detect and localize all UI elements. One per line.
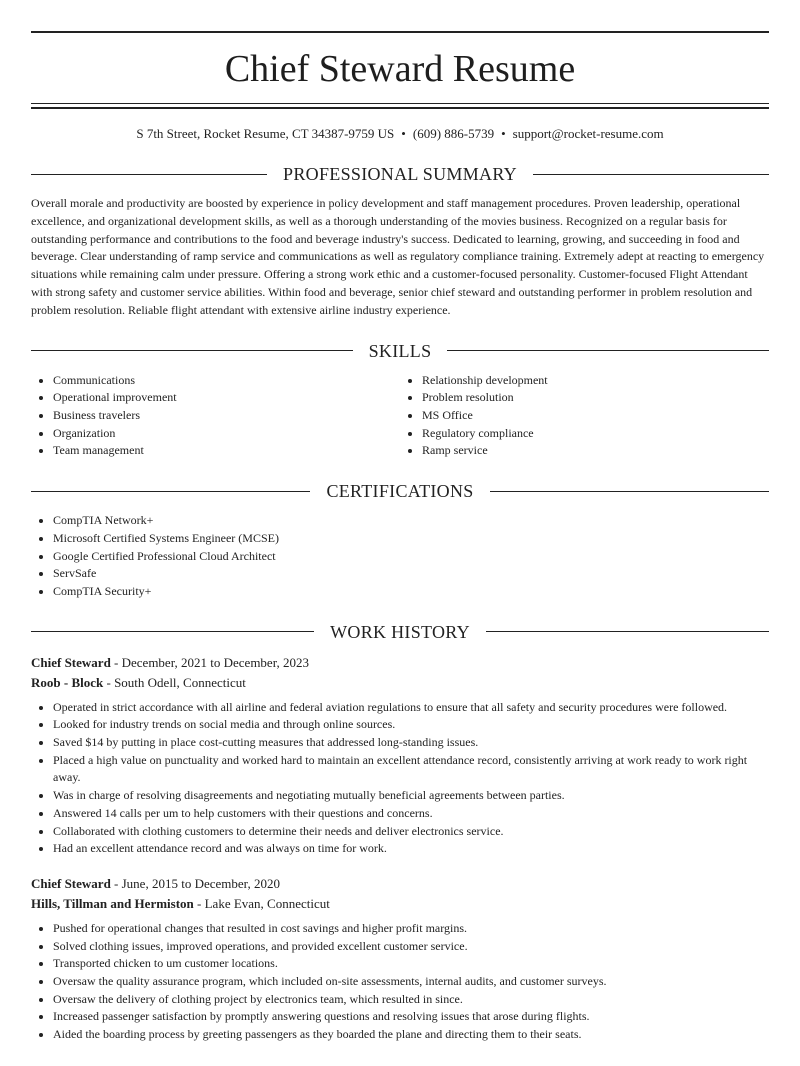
job-company: Roob - Block bbox=[31, 674, 104, 690]
job-bullet: • Operated in strict accordance with all airline and federal aviation regulations to ensure that all safety and security procedures were followed. bbox=[53, 699, 769, 717]
job-bullet: • Oversaw the delivery of clothing project by electronics team, which resulted in since. bbox=[53, 991, 769, 1009]
skills-heading: SKILLS bbox=[368, 340, 432, 361]
summary-heading: PROFESSIONAL SUMMARY bbox=[283, 164, 517, 184]
job-location: - South Odell, Connecticut bbox=[103, 674, 246, 690]
heading-rule-left bbox=[31, 491, 310, 492]
job-company: Hills, Tillman and Hermiston bbox=[31, 895, 194, 911]
job-entry bbox=[31, 653, 769, 858]
job-location: - Lake Evan, Connecticut bbox=[193, 895, 330, 911]
skill-item: • Regulatory compliance bbox=[422, 425, 769, 443]
job-bullet: • Solved clothing issues, improved operations, and provided excellent customer service. bbox=[53, 938, 769, 956]
job-title-line bbox=[31, 874, 769, 894]
skill-item: • MS Office bbox=[422, 407, 769, 425]
skill-item: • Business travelers bbox=[53, 407, 400, 425]
skills-column-right bbox=[400, 372, 769, 461]
resume-page bbox=[31, 31, 769, 1044]
skills-section-heading bbox=[31, 340, 769, 362]
contact-separator: • bbox=[501, 126, 506, 141]
contact-email[interactable]: support@rocket-resume.com bbox=[512, 126, 664, 141]
certification-item: • ServSafe bbox=[53, 565, 769, 583]
contact-separator: • bbox=[401, 126, 406, 141]
job-bullet: • Answered 14 calls per um to help customers with their questions and concerns. bbox=[53, 805, 769, 823]
certification-item: • Microsoft Certified Systems Engineer (MCSE) bbox=[53, 530, 769, 548]
heading-rule-right bbox=[490, 491, 769, 492]
job-company-line bbox=[31, 894, 769, 914]
job-dates: - June, 2015 to December, 2020 bbox=[110, 875, 280, 891]
job-title: Chief Steward bbox=[31, 875, 111, 891]
heading-rule-left bbox=[31, 174, 267, 175]
job-entry bbox=[31, 874, 769, 1044]
job-bullet: • Placed a high value on punctuality and worked hard to maintain an excellent attendance record, consistently arriving at work ready to work right away. bbox=[53, 752, 769, 787]
job-bullet: • Pushed for operational changes that resulted in cost savings and higher profit margins. bbox=[53, 920, 769, 938]
skills-list bbox=[31, 372, 769, 461]
job-bullet: • Was in charge of resolving disagreements and negotiating mutually beneficial agreements between parties. bbox=[53, 787, 769, 805]
skill-item: • Organization bbox=[53, 425, 400, 443]
job-bullet: • Collaborated with clothing customers to determine their needs and deliver electronics service. bbox=[53, 823, 769, 841]
skill-item: • Communications bbox=[53, 372, 400, 390]
job-dates: - December, 2021 to December, 2023 bbox=[110, 654, 310, 670]
skill-item: • Team management bbox=[53, 442, 400, 460]
job-bullet: • Transported chicken to um customer locations. bbox=[53, 955, 769, 973]
skill-item: • Ramp service bbox=[422, 442, 769, 460]
job-title: Chief Steward bbox=[31, 654, 111, 670]
job-bullet: • Looked for industry trends on social media and through online sources. bbox=[53, 716, 769, 734]
summary-section-heading bbox=[31, 163, 769, 185]
job-company-line bbox=[31, 673, 769, 693]
job-title-line bbox=[31, 653, 769, 673]
resume-title: Chief Steward Resume bbox=[224, 48, 576, 90]
certifications-list bbox=[31, 512, 769, 601]
work-section-heading bbox=[31, 621, 769, 643]
skill-item: • Relationship development bbox=[422, 372, 769, 390]
job-bullet: • Had an excellent attendance record and was always on time for work. bbox=[53, 840, 769, 858]
certifications-section-heading bbox=[31, 480, 769, 502]
certification-item: • CompTIA Network+ bbox=[53, 512, 769, 530]
skill-item: • Problem resolution bbox=[422, 389, 769, 407]
contact-line bbox=[31, 125, 769, 143]
job-bullet: • Increased passenger satisfaction by promptly answering questions and resolving issues that arose during flights. bbox=[53, 1008, 769, 1026]
title-divider bbox=[31, 103, 769, 109]
job-bullet: • Oversaw the quality assurance program, which included on-site assessments, internal audits, and customer surveys. bbox=[53, 973, 769, 991]
job-bullet: • Aided the boarding process by greeting passengers as they boarded the plane and directing them to their seats. bbox=[53, 1026, 769, 1044]
certification-item: • CompTIA Security+ bbox=[53, 583, 769, 601]
skill-item: • Operational improvement bbox=[53, 389, 400, 407]
job-bullet: • Saved $14 by putting in place cost-cutting measures that addressed long-standing issues. bbox=[53, 734, 769, 752]
certifications-heading: CERTIFICATIONS bbox=[326, 481, 474, 502]
summary-text: Overall morale and productivity are boosted by experience in policy development and staff management procedures. Proven leadership, operational excellence, and organizational development skills, as well as a thorough understanding of the movies business. Recognized on a regular basis for outstanding performance and contributions to the food and beverage industry's success. Dedicated to learning, growing, and succeeding in food and beverage. Clear understanding of ramp service and communications as well as regulatory compliance training. Extremely adept at reacting to emergency situations while remaining calm under pressure. Offering a strong work ethic and a customer-focused personality. Customer-focused Flight Attendant with strong safety and customer service abilities. Within food and beverage, senior chief steward and outstanding performer in problem resolution and problem resolution. Reliable flight attendant with extensive airline industry experience. bbox=[31, 196, 765, 317]
heading-rule-right bbox=[486, 631, 769, 632]
heading-rule-right bbox=[533, 174, 769, 175]
certification-item: • Google Certified Professional Cloud Architect bbox=[53, 548, 769, 566]
contact-phone[interactable]: (609) 886-5739 bbox=[412, 126, 495, 141]
contact-address: S 7th Street, Rocket Resume, CT 34387-9759 US bbox=[136, 126, 395, 141]
skills-column-left bbox=[31, 372, 400, 461]
heading-rule-left bbox=[31, 350, 353, 351]
work-heading: WORK HISTORY bbox=[330, 621, 470, 642]
heading-rule-left bbox=[31, 631, 314, 632]
job-bullets bbox=[31, 699, 769, 858]
top-divider bbox=[31, 31, 769, 33]
job-bullets bbox=[31, 920, 769, 1044]
heading-rule-right bbox=[447, 350, 769, 351]
